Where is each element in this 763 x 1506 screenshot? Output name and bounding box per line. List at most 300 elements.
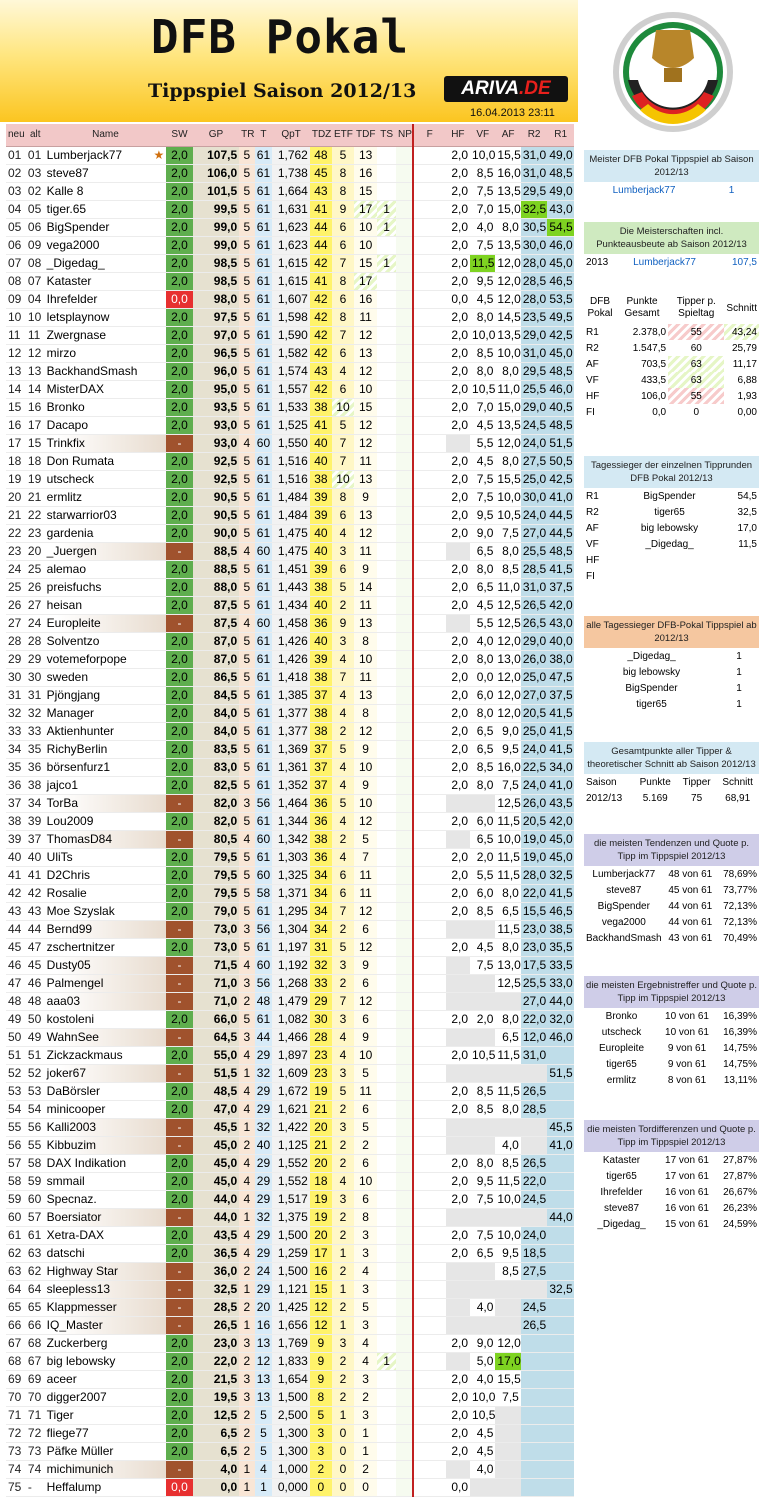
list-cell <box>616 568 723 584</box>
table-row[interactable] <box>6 1226 574 1244</box>
col-tr[interactable]: TR <box>239 124 254 146</box>
col-name[interactable]: Name <box>45 124 167 146</box>
table-row[interactable] <box>6 578 574 596</box>
table-row[interactable] <box>6 1172 574 1190</box>
table-row[interactable] <box>6 866 574 884</box>
table-row[interactable] <box>6 200 574 218</box>
list-cell: 6,88 <box>737 374 757 386</box>
cell-name[interactable]: minicooper <box>45 1100 167 1118</box>
cell-name[interactable]: börsenfurz1 <box>45 758 167 776</box>
cell-tr: 4 <box>239 1046 254 1064</box>
cell-name[interactable]: zschertnitzer <box>45 938 167 956</box>
cell-tr: 3 <box>239 1028 254 1046</box>
cell-np <box>396 380 413 398</box>
table-row[interactable] <box>6 560 574 578</box>
table-row[interactable] <box>6 956 574 974</box>
cell-tdz: 39 <box>310 506 332 524</box>
cell-t: 61 <box>255 704 273 722</box>
list-cell: tiger65 <box>606 1058 637 1070</box>
cell-name[interactable]: starwarrior03 <box>45 506 167 524</box>
cell-name[interactable]: Pjöngjang <box>45 686 167 704</box>
cell-t: 29 <box>255 1244 273 1262</box>
col-neu[interactable]: neu <box>6 124 26 146</box>
table-row[interactable] <box>6 326 574 344</box>
cell-name[interactable]: Zickzackmaus <box>45 1046 167 1064</box>
cell-neu: 42 <box>6 884 26 902</box>
cell-r2: 25,0 <box>522 724 547 738</box>
list-cell: 16 von 61 <box>665 1186 709 1198</box>
cell-np <box>396 1406 413 1424</box>
cell-af: 8,0 <box>495 1010 520 1028</box>
cell-name[interactable]: smmail <box>45 1172 167 1190</box>
cell-name[interactable]: Boersiator <box>45 1208 167 1226</box>
col-tdz[interactable]: TDZ <box>310 124 332 146</box>
table-row[interactable] <box>6 974 574 992</box>
table-row[interactable] <box>6 1388 574 1406</box>
cell-name[interactable]: fliege77 <box>45 1424 167 1442</box>
cell-ts <box>377 488 396 506</box>
cell-alt: 40 <box>26 848 45 866</box>
list-cell: 27,87% <box>723 1170 757 1182</box>
table-row[interactable] <box>6 722 574 740</box>
col-r2[interactable]: R2 <box>521 124 548 146</box>
cell-sw: - <box>166 1064 193 1082</box>
cell-sw: 2,0 <box>166 758 193 776</box>
cell-sw: 2,0 <box>166 452 193 470</box>
table-row[interactable] <box>6 1370 574 1388</box>
cell-name[interactable]: Bronko <box>45 398 167 416</box>
cell-name[interactable]: Zwergnase <box>45 326 167 344</box>
cell-r1: 45,0 <box>549 256 573 270</box>
cell-tr: 5 <box>239 218 254 236</box>
cell-tr: 3 <box>239 1334 254 1352</box>
cell-name[interactable]: Zuckerberg <box>45 1334 167 1352</box>
cell-hf: 2,0 <box>446 722 470 740</box>
cell-name[interactable]: Solventzo <box>45 632 167 650</box>
cell-vf: 7,5 <box>470 956 495 974</box>
table-row[interactable] <box>6 1244 574 1262</box>
table-row[interactable] <box>6 1082 574 1100</box>
cell-neu: 44 <box>6 920 26 938</box>
cell-name[interactable]: Europleite <box>45 614 167 632</box>
table-row[interactable] <box>6 1010 574 1028</box>
cell-r1: 53,5 <box>549 292 573 306</box>
table-row[interactable] <box>6 1442 574 1460</box>
cell-alt: 63 <box>26 1244 45 1262</box>
table-row[interactable] <box>6 380 574 398</box>
cell-name[interactable]: utscheck <box>45 470 167 488</box>
cell-qpt: 1,516 <box>272 452 310 470</box>
cell-vf: 6,5 <box>470 740 495 758</box>
cell-name[interactable]: Dacapo <box>45 416 167 434</box>
cell-name[interactable]: UliTs <box>45 848 167 866</box>
table-row[interactable] <box>6 812 574 830</box>
cell-etf: 1 <box>332 1244 354 1262</box>
cell-name[interactable]: Xetra-DAX <box>45 1226 167 1244</box>
cell-af: 16,0 <box>497 166 521 180</box>
cell-gp: 6,5 <box>193 1442 239 1460</box>
cell-name[interactable]: michimunich <box>45 1460 167 1478</box>
cell-name[interactable]: alemao <box>45 560 167 578</box>
cell-af: 9,0 <box>495 722 520 740</box>
cell-alt: 11 <box>26 326 45 344</box>
cell-tr: 5 <box>239 164 254 182</box>
col-vf[interactable]: VF <box>470 124 495 146</box>
cell-hf: 2,0 <box>446 326 470 344</box>
cell-etf: 4 <box>332 362 354 380</box>
table-row[interactable] <box>6 1316 574 1334</box>
cell-tdz: 23 <box>310 1046 332 1064</box>
col-tdf[interactable]: TDF <box>354 124 377 146</box>
cell-hf: 2,0 <box>446 1046 470 1064</box>
table-row[interactable] <box>6 362 574 380</box>
cell-name[interactable]: Trinkfix <box>45 434 167 452</box>
cell-r1: 48,5 <box>549 364 573 378</box>
cell-etf: 2 <box>332 596 354 614</box>
list-item <box>584 914 759 930</box>
cell-r2: 27,5 <box>522 1264 547 1278</box>
cell-name[interactable]: gardenia <box>45 524 167 542</box>
cell-r1: 50,5 <box>549 454 573 468</box>
cell-name[interactable]: BigSpender <box>45 218 167 236</box>
cell-hf: 2,0 <box>446 1406 470 1424</box>
table-row[interactable] <box>6 452 574 470</box>
cell-name[interactable]: letsplaynow <box>45 308 167 326</box>
cell-vf: 6,5 <box>470 578 495 596</box>
table-row[interactable] <box>6 398 574 416</box>
cell-name[interactable]: datschi <box>45 1244 167 1262</box>
table-row[interactable] <box>6 740 574 758</box>
cell-name[interactable]: Heffalump <box>45 1478 167 1496</box>
cell-name[interactable]: sleepless13 <box>45 1280 167 1298</box>
cell-tdf: 5 <box>354 830 377 848</box>
cell-name[interactable]: big lebowsky <box>45 1352 167 1370</box>
cell-name[interactable]: MisterDAX <box>45 380 167 398</box>
cell-name[interactable]: vega2000 <box>45 236 167 254</box>
table-row[interactable] <box>6 1424 574 1442</box>
cell-np <box>396 254 413 272</box>
table-row[interactable] <box>6 992 574 1010</box>
cell-name[interactable]: IQ_Master <box>45 1316 167 1334</box>
cell-neu: 14 <box>6 380 26 398</box>
col-af[interactable]: AF <box>495 124 520 146</box>
all-day-winners-box <box>584 616 759 712</box>
table-row[interactable] <box>6 1460 574 1478</box>
table-row[interactable] <box>6 902 574 920</box>
cell-qpt: 1,484 <box>272 488 310 506</box>
cell-gp: 99,5 <box>193 200 239 218</box>
table-row[interactable] <box>6 776 574 794</box>
list-cell: 13,11% <box>723 1074 757 1086</box>
cell-hf <box>446 1460 470 1478</box>
cell-tdz: 39 <box>310 560 332 578</box>
cell-tdz: 5 <box>310 1406 332 1424</box>
table-row[interactable] <box>6 1334 574 1352</box>
cell-name[interactable]: ThomasD84 <box>45 830 167 848</box>
cell-etf: 4 <box>332 650 354 668</box>
cell-qpt: 1,897 <box>272 1046 310 1064</box>
cell-etf: 4 <box>332 848 354 866</box>
cell-sw: 2,0 <box>166 776 193 794</box>
cell-name[interactable]: kostoleni <box>45 1010 167 1028</box>
table-row[interactable] <box>6 146 574 164</box>
cell-np <box>396 236 413 254</box>
table-row[interactable] <box>6 164 574 182</box>
table-row[interactable] <box>6 650 574 668</box>
table-row[interactable] <box>6 794 574 812</box>
cell-vf: 4,5 <box>470 290 495 308</box>
cell-name[interactable]: steve87 <box>45 164 167 182</box>
table-row[interactable] <box>6 290 574 308</box>
cell-name[interactable]: Specnaz. <box>45 1190 167 1208</box>
cell-np <box>396 326 413 344</box>
cell-r1: 41,5 <box>549 562 573 576</box>
cell-np <box>396 596 413 614</box>
cell-tdz: 34 <box>310 902 332 920</box>
col-alt[interactable]: alt <box>26 124 45 146</box>
cell-name[interactable]: Päfke Müller <box>45 1442 167 1460</box>
cell-np <box>396 848 413 866</box>
cell-tr: 5 <box>239 686 254 704</box>
table-row[interactable] <box>6 920 574 938</box>
cell-tr: 5 <box>239 938 254 956</box>
cell-etf: 8 <box>332 308 354 326</box>
cell-qpt: 1,375 <box>272 1208 310 1226</box>
cell-gp: 0,0 <box>193 1478 239 1496</box>
cell-alt: 16 <box>26 398 45 416</box>
cell-name[interactable]: Lou2009 <box>45 812 167 830</box>
cell-np <box>396 1388 413 1406</box>
table-row[interactable] <box>6 254 574 272</box>
table-row[interactable] <box>6 632 574 650</box>
list-cell: tiger65 <box>606 1170 637 1182</box>
cell-name[interactable]: DAX Indikation <box>45 1154 167 1172</box>
cell-tdz: 42 <box>310 344 332 362</box>
cell-r2 <box>521 1208 548 1226</box>
cell-name[interactable]: ermlitz <box>45 488 167 506</box>
cell-t: 61 <box>255 506 273 524</box>
cell-sw: 2,0 <box>166 866 193 884</box>
cell-name[interactable]: preisfuchs <box>45 578 167 596</box>
table-row[interactable] <box>6 344 574 362</box>
cell-etf: 8 <box>332 182 354 200</box>
col-f[interactable]: F <box>413 124 446 146</box>
col-etf[interactable]: ETF <box>332 124 354 146</box>
col-ts[interactable]: TS <box>377 124 396 146</box>
cell-tdf: 5 <box>354 1298 377 1316</box>
cell-name[interactable]: WahnSee <box>45 1028 167 1046</box>
table-row[interactable] <box>6 830 574 848</box>
cell-hf: 2,0 <box>446 560 470 578</box>
table-row[interactable] <box>6 596 574 614</box>
cell-name[interactable]: aaa03 <box>45 992 167 1010</box>
table-row[interactable] <box>6 1100 574 1118</box>
cell-name[interactable]: joker67 <box>45 1064 167 1082</box>
cell-hf <box>446 1352 470 1370</box>
cell-name[interactable]: digger2007 <box>45 1388 167 1406</box>
cell-name[interactable]: RichyBerlin <box>45 740 167 758</box>
table-row[interactable] <box>6 1262 574 1280</box>
table-row[interactable] <box>6 308 574 326</box>
cell-name[interactable]: Kalli2003 <box>45 1118 167 1136</box>
cell-name[interactable]: heisan <box>45 596 167 614</box>
cell-qpt: 1,833 <box>272 1352 310 1370</box>
table-row[interactable] <box>6 1064 574 1082</box>
col-gp[interactable]: GP <box>193 124 239 146</box>
table-row[interactable] <box>6 1118 574 1136</box>
cell-ts <box>377 920 396 938</box>
cell-f <box>413 938 446 956</box>
cell-name[interactable]: Aktienhunter <box>45 722 167 740</box>
cell-np <box>396 956 413 974</box>
cell-name[interactable]: Ihrefelder <box>45 290 167 308</box>
cell-tr: 5 <box>239 884 254 902</box>
cell-hf: 2,0 <box>446 1424 470 1442</box>
cell-t: 60 <box>255 830 273 848</box>
table-row[interactable] <box>6 434 574 452</box>
cell-tdf: 3 <box>354 1226 377 1244</box>
cell-tdz: 12 <box>310 1316 332 1334</box>
cell-name[interactable]: Don Rumata <box>45 452 167 470</box>
cell-name[interactable]: tiger.65 <box>45 200 167 218</box>
cell-af <box>495 1280 520 1298</box>
cell-ts <box>377 236 396 254</box>
cell-name[interactable]: Kalle 8 <box>45 182 167 200</box>
cell-name[interactable]: aceer <box>45 1370 167 1388</box>
cell-f <box>413 1442 446 1460</box>
cell-t: 56 <box>255 920 273 938</box>
cell-name[interactable]: BackhandSmash <box>45 362 167 380</box>
cell-name[interactable] <box>45 146 167 164</box>
table-row[interactable] <box>6 542 574 560</box>
table-row[interactable] <box>6 218 574 236</box>
table-row[interactable] <box>6 1298 574 1316</box>
table-row[interactable] <box>6 524 574 542</box>
cell-alt: 18 <box>26 452 45 470</box>
col-qpt[interactable]: QpT <box>272 124 310 146</box>
cell-tdz: 19 <box>310 1208 332 1226</box>
cell-name[interactable]: Manager <box>45 704 167 722</box>
cell-r1: 43,0 <box>549 202 573 216</box>
cell-name[interactable]: _Juergen <box>45 542 167 560</box>
col-np[interactable]: NP <box>396 124 413 146</box>
list-item <box>584 1024 759 1040</box>
cell-sw: 2,0 <box>166 506 193 524</box>
cell-neu: 65 <box>6 1298 26 1316</box>
cell-tdf: 16 <box>354 290 377 308</box>
cell-name[interactable]: Kataster <box>45 272 167 290</box>
cell-name[interactable]: _Digedag_ <box>45 254 167 272</box>
cell-r2: 18,5 <box>522 1246 547 1260</box>
cell-name[interactable]: Palmengel <box>45 974 167 992</box>
cell-ts <box>377 722 396 740</box>
cell-vf: 7,5 <box>470 488 495 506</box>
table-row[interactable] <box>6 758 574 776</box>
col-r1[interactable]: R1 <box>547 124 574 146</box>
cell-name[interactable]: mirzo <box>45 344 167 362</box>
table-row[interactable] <box>6 1280 574 1298</box>
table-row[interactable] <box>6 1046 574 1064</box>
cell-name[interactable]: Rosalie <box>45 884 167 902</box>
cell-sw: 2,0 <box>166 632 193 650</box>
cell-alt: 48 <box>26 992 45 1010</box>
table-row[interactable] <box>6 1154 574 1172</box>
table-row[interactable] <box>6 614 574 632</box>
table-row[interactable] <box>6 686 574 704</box>
cell-name[interactable]: Dusty05 <box>45 956 167 974</box>
cell-name[interactable]: Tiger <box>45 1406 167 1424</box>
ariva-logo[interactable] <box>444 76 568 102</box>
col-sw[interactable]: SW <box>166 124 193 146</box>
table-row[interactable] <box>6 1028 574 1046</box>
cell-name[interactable]: Klappmesser <box>45 1298 167 1316</box>
table-row[interactable] <box>6 1352 574 1370</box>
cell-name[interactable]: Kibbuzim <box>45 1136 167 1154</box>
table-row[interactable] <box>6 416 574 434</box>
cell-name[interactable]: DaBörsler <box>45 1082 167 1100</box>
cell-hf: 2,0 <box>446 668 470 686</box>
table-row[interactable] <box>6 884 574 902</box>
cell-t: 61 <box>255 668 273 686</box>
cell-gp: 79,0 <box>193 902 239 920</box>
cell-name[interactable]: D2Chris <box>45 866 167 884</box>
table-row[interactable] <box>6 1208 574 1226</box>
table-row[interactable] <box>6 1190 574 1208</box>
cell-qpt: 1,533 <box>272 398 310 416</box>
table-row[interactable] <box>6 488 574 506</box>
cell-neu: 57 <box>6 1154 26 1172</box>
table-row[interactable] <box>6 704 574 722</box>
cell-t: 61 <box>255 182 273 200</box>
list-cell: 27,87% <box>723 1154 757 1166</box>
cell-etf: 2 <box>332 1388 354 1406</box>
cell-af: 8,5 <box>495 1262 520 1280</box>
cell-name[interactable]: TorBa <box>45 794 167 812</box>
cell-name[interactable]: jajco1 <box>45 776 167 794</box>
table-row[interactable] <box>6 1406 574 1424</box>
cell-tr: 5 <box>239 848 254 866</box>
cell-alt: 23 <box>26 524 45 542</box>
table-row[interactable] <box>6 506 574 524</box>
list-cell: 11,5 <box>738 538 757 550</box>
cell-tdf: 14 <box>354 578 377 596</box>
table-row[interactable] <box>6 182 574 200</box>
table-row[interactable] <box>6 1136 574 1154</box>
cell-name[interactable]: Bernd99 <box>45 920 167 938</box>
list-item <box>584 1152 759 1168</box>
table-row[interactable] <box>6 668 574 686</box>
cell-np <box>396 812 413 830</box>
table-row[interactable] <box>6 236 574 254</box>
table-row[interactable] <box>6 1478 574 1496</box>
col-hf[interactable]: HF <box>446 124 470 146</box>
cell-tdz: 34 <box>310 920 332 938</box>
table-row[interactable] <box>6 470 574 488</box>
cell-qpt: 1,479 <box>272 992 310 1010</box>
cell-name[interactable]: Moe Szyslak <box>45 902 167 920</box>
cell-name[interactable]: Highway Star <box>45 1262 167 1280</box>
cell-sw: 2,0 <box>166 1352 193 1370</box>
table-row[interactable] <box>6 272 574 290</box>
col-t[interactable]: T <box>255 124 273 146</box>
cell-etf: 7 <box>332 902 354 920</box>
cell-qpt: 1,500 <box>272 1226 310 1244</box>
table-row[interactable] <box>6 848 574 866</box>
cell-neu: 11 <box>6 326 26 344</box>
cell-name[interactable]: votemeforpope <box>45 650 167 668</box>
table-row[interactable] <box>6 938 574 956</box>
cell-name[interactable]: sweden <box>45 668 167 686</box>
